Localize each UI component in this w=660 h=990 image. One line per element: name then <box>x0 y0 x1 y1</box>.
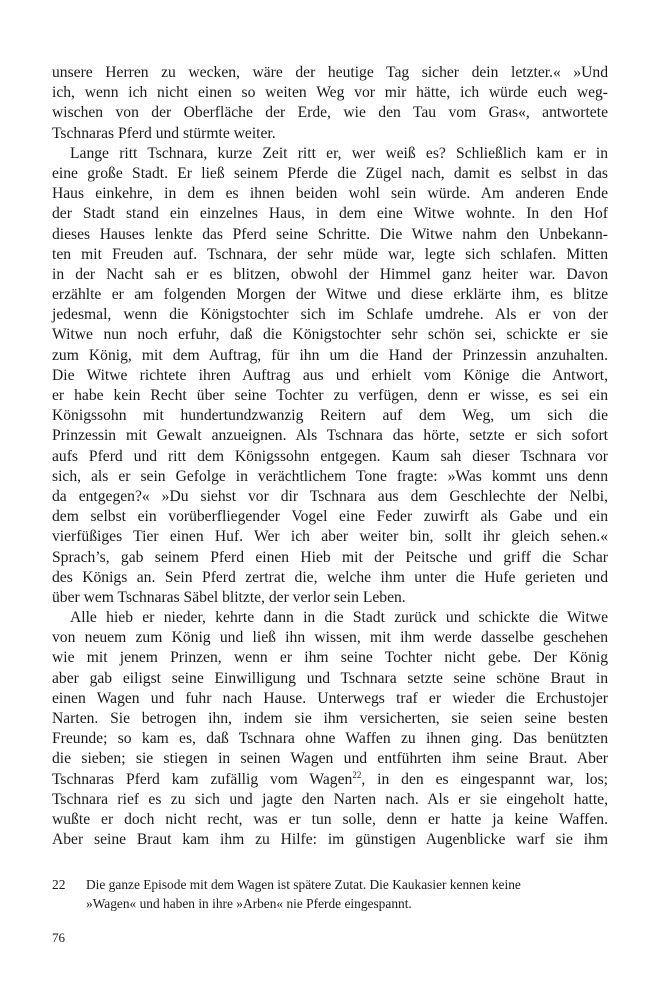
footnote-line: Die ganze Episode mit dem Wagen ist spätere Zutat. Die Kaukasier kennen keine <box>86 877 521 892</box>
text-line: wußte er doch nicht recht, was er tun solle, denn er hatte ja keine Waffen. <box>52 810 608 828</box>
text-line: eine große Stadt. Er ließ seinem Pferde die Zügel nach, damit es selbst in das <box>52 164 608 182</box>
footnote-number: 22 <box>52 877 66 892</box>
text-line: ich, wenn ich nicht einen so weiten Weg vor mir hätte, ich würde euch weg- <box>52 84 608 102</box>
footnote-text <box>86 875 608 913</box>
text-line: Königssohn mit hundertundzwanzig Reitern auf dem Weg, um sich die <box>52 407 608 425</box>
text-line: Haus einkehre, in dem es ihnen beiden wohl sein würde. Am anderen Ende <box>52 185 608 203</box>
text-line: der Stadt stand ein einzelnes Haus, in dem eine Witwe wohnte. In den Hof <box>52 205 608 223</box>
text-line: Narten. Sie betrogen ihn, indem sie ihm versicherten, sie seien seine besten <box>52 710 608 727</box>
text-line: Aber seine Braut kam ihm zu Hilfe: im günstigen Augenblicke warf sie ihm <box>52 831 608 849</box>
text-line: in der Nacht sah er es blitzen, obwohl der Himmel ganz heiter war. Davon <box>52 265 608 283</box>
text-line: über wem Tschnaras Säbel blitzte, der verlor sein Leben. <box>52 588 406 606</box>
text-line: von neuem zum König und ließ ihn wissen, mit ihm werde dasselbe geschehen <box>52 629 608 647</box>
text-line: dem selbst ein vorüberfliegender Vogel eine Feder zuwirft als Gabe und ein <box>52 508 608 526</box>
text-line: erzählte er am folgenden Morgen der Witwe und diese erklärte ihm, es blitze <box>52 286 608 304</box>
text-line: Freunde; so kam es, daß Tschnara ohne Waffen zu ihnen ging. Das benützten <box>52 730 608 748</box>
text-line: dieses Hauses lenkte das Pferd seine Schritte. Die Witwe nahm den Unbekann- <box>52 225 608 243</box>
text-line: einen Wagen und fuhr nach Hause. Unterwegs traf er wieder die Erchustojer <box>52 689 608 707</box>
text-line: des Königs an. Sein Pferd zertrat die, welche ihm unter die Hufe gerieten und <box>52 568 608 586</box>
text-line: Alle hieb er nieder, kehrte dann in die Stadt zurück und schickte die Witwe <box>70 609 608 627</box>
text-line: da entgegen?« »Du siehst vor dir Tschnara aus dem Geschlechte der Nelbi, <box>52 487 608 505</box>
text-line: wie mit jenem Prinzen, wenn er ihm seine Tochter nicht gebe. Der König <box>52 649 608 667</box>
text-line: jedesmal, wenn die Königstochter sich im Schlafe umdrehe. Als er von der <box>52 306 608 324</box>
text-line: Lange ritt Tschnara, kurze Zeit ritt er, wer weiß es? Schließlich kam er in <box>70 144 608 162</box>
text-line: wischen von der Oberfläche der Erde, wie den Tau vom Gras«, antwortete <box>52 104 608 122</box>
text-line: die sieben; sie stiegen in seinen Wagen und entführten ihm seine Braut. Aber <box>52 750 608 768</box>
text-line: aufs Pferd und ritt dem Königssohn entgegen. Kaum sah dieser Tschnara vor <box>52 447 608 465</box>
body-text <box>52 63 608 850</box>
footnote-line: »Wagen« und haben in ihre »Arben« nie Pferde eingespannt. <box>86 896 412 911</box>
text-line: Sprach’s, gab seinem Pferd einen Hieb mit der Peitsche und griff die Schar <box>52 548 608 566</box>
text-segment: , in den es eingespannt war, los; <box>361 770 608 788</box>
text-line: Witwe nun noch erfuhr, daß die Königstochter sehr schön sei, schickte er sie <box>52 326 608 344</box>
text-line: zum König, mit dem Auftrag, für ihn um die Hand der Prinzessin anzuhalten. <box>52 346 608 364</box>
text-line-with-footnote-ref <box>52 770 608 790</box>
text-line: unsere Herren zu wecken, wäre der heutige Tag sicher dein letzter.« »Und <box>52 64 608 81</box>
text-line: ten mit Freuden auf. Tschnara, der sehr müde war, legte sich schlafen. Mitten <box>52 245 608 263</box>
text-line: aber gab eiligst seine Einwilligung und Tschnara setzte seine schöne Braut in <box>52 669 608 687</box>
footnote-reference[interactable]: 22 <box>352 769 362 780</box>
text-line: Tschnara rief es zu sich und jagte den Narten nach. Als er sie eingeholt hatte, <box>52 790 608 808</box>
page-number: 76 <box>52 930 65 945</box>
text-line: Die Witwe richtete ihren Auftrag aus und erhielt vom Könige die Antwort, <box>52 366 608 384</box>
text-line: vierfüßiges Tier einen Huf. Wer ich aber weiter bin, sollt ihr gleich sehen.« <box>52 528 608 546</box>
text-segment: Tschnaras Pferd kam zufällig vom Wagen <box>52 770 353 788</box>
text-line: Tschnaras Pferd und stürmte weiter. <box>52 124 276 142</box>
text-line: Prinzessin mit Gewalt anzueignen. Als Tschnara das hörte, setzte er sich sofort <box>52 427 608 445</box>
text-line: er habe kein Recht über seine Tochter zu verfügen, denn er wisse, es sei ein <box>52 387 608 404</box>
text-line: sich, als er sein Gefolge in verächtlichem Tone fragte: »Was kommt uns denn <box>52 467 608 485</box>
